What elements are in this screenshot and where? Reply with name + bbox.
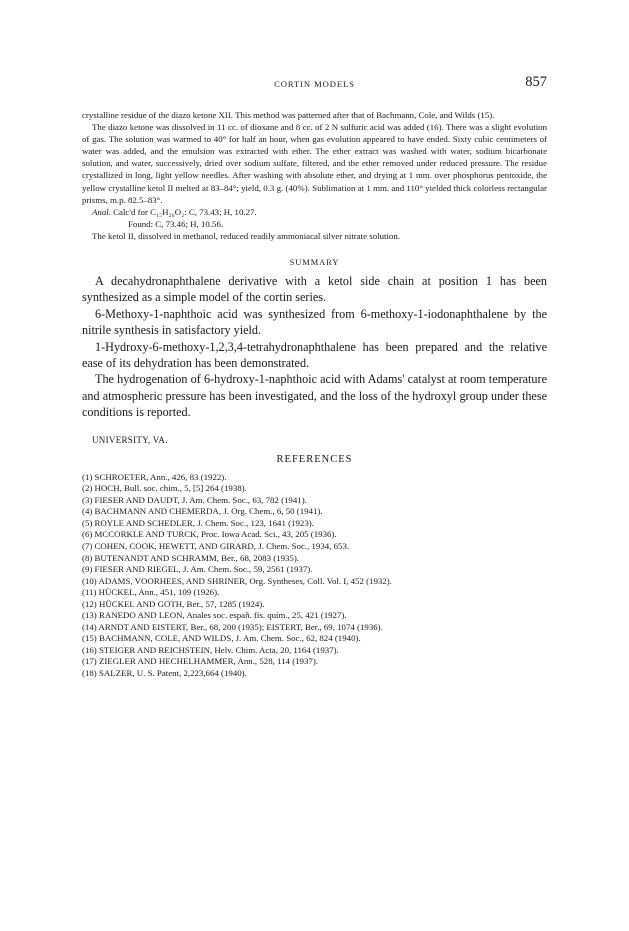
summary-item: The hydrogenation of 6-hydroxy-1-naphthoic acid with Adams' catalyst at room temperature and atmospheric pressure has been investigated, and the loss of the hydroxyl group under these conditions is reported. [82, 372, 547, 420]
references-heading: REFERENCES [276, 453, 353, 465]
reference-item: (9) FIESER AND RIEGEL, J. Am. Chem. Soc., 59, 2561 (1937). [82, 564, 313, 575]
reference-item: (7) COHEN, COOK, HEWETT, AND GIRARD, J. Chem. Soc., 1934, 653. [82, 540, 350, 551]
running-title: CORTIN MODELS [274, 79, 355, 89]
reference-item: (15) BACHMANN, COLE, AND WILDS, J. Am. Chem. Soc., 62, 824 (1940). [82, 633, 361, 644]
reference-item: (12) HÜCKEL AND GOTH, Ber., 57, 1285 (1924). [82, 598, 265, 609]
reference-item: (17) ZIEGLER AND HECHELHAMMER, Ann., 528, 114 (1937). [82, 656, 318, 667]
reference-item: (3) FIESER AND DAUDT, J. Am. Chem. Soc., 63, 782 (1941). [82, 494, 307, 505]
analysis-found: Found: C, 73.46; H, 10.56. [128, 218, 224, 229]
references-list [82, 472, 547, 680]
paragraph: The ketol II, dissolved in methanol, reduced readily ammoniacal silver nitrate solution. [92, 230, 400, 241]
experimental-text [82, 109, 547, 242]
reference-item: (14) ARNDT AND EISTERT, Ber., 68, 200 (1935); EISTERT, Ber., 69, 1074 (1936). [82, 621, 383, 632]
summary-item: 6-Methoxy-1-naphthoic acid was synthesized from 6-methoxy-1-iodonaphthalene by the nitrile synthesis in satisfactory yield. [82, 306, 547, 338]
summary-item: 1-Hydroxy-6-methoxy-1,2,3,4-tetrahydronaphthalene has been prepared and the relative ease of its dehydration has been demonstrated. [82, 339, 547, 371]
reference-item: (6) MCCORKLE AND TURCK, Proc. Iowa Acad. Sci., 43, 205 (1936). [82, 529, 337, 540]
paragraph: The diazo ketone was dissolved in 11 cc. of dioxane and 8 cc. of 2 N sulfuric acid was added (16). There was a slight evolution of gas. The solution was warmed to 40° for half an hour, when gas evolution appeared to have ended. Sixty cubic centimeters of water was added, and the emulsion was extracted with ether. The ether extract was washed with water, sodium bicarbonate solution, and water, successively, dried over sodium sulfate, filtered, and the ether removed under reduced pressure. The residue crystallized in long, light yellow needles. After washing with absolute ether, and drying at 1 mm. over phosphorus pentoxide, the yellow crystalline ketol II melted at 83–84°; yield, 0.3 g. (40%). Sublimation at 1 mm. and 110° yielded thick colorless rectangular prisms, m.p. 82.5–83°. [82, 122, 547, 205]
reference-item: (10) ADAMS, VOORHEES, AND SHRINER, Org. Syntheses, Coll. Vol. I, 452 (1932). [82, 575, 392, 586]
reference-item: (13) RANEDO AND LEON, Anales soc. españ. fís. quím., 25, 421 (1927). [82, 610, 347, 621]
journal-page [82, 74, 547, 680]
affiliation: UNIVERSITY, VA. [92, 434, 168, 445]
reference-item: (11) HÜCKEL, Ann., 451, 109 (1926). [82, 587, 220, 598]
paragraph: crystalline residue of the diazo ketone XII. This method was patterned after that of Bachmann, Cole, and Wilds (15). [82, 110, 495, 120]
reference-item: (18) SALZER, U. S. Patent, 2,223,664 (1940). [82, 667, 247, 678]
page-header [82, 74, 547, 92]
reference-item: (5) ROYLE AND SCHEDLER, J. Chem. Soc., 123, 1641 (1923). [82, 517, 314, 528]
reference-item: (8) BUTENANDT AND SCHRAMM, Ber., 68, 2083 (1935). [82, 552, 299, 563]
summary-text [82, 273, 547, 421]
analysis-line [82, 206, 547, 218]
summary-heading: SUMMARY [289, 258, 340, 268]
reference-item: (2) HOCH, Bull. soc. chim., 5, [5] 264 (1938). [82, 483, 247, 494]
page-number: 857 [525, 74, 547, 90]
summary-item: A decahydronaphthalene derivative with a ketol side chain at position 1 has been synthesized as a simple model of the cortin series. [82, 274, 547, 305]
analysis-label: Anal. [92, 206, 111, 217]
analysis-calculated: Calc'd for C₁₅H₂₆O₂: C, 73.43; H, 10.27. [113, 206, 257, 217]
reference-item: (4) BACHMANN AND CHEMERDA, J. Org. Chem., 6, 50 (1941). [82, 506, 323, 517]
reference-item: (1) SCHROETER, Ann., 426, 83 (1922). [82, 471, 227, 482]
reference-item: (16) STEIGER AND REICHSTEIN, Helv. Chim. Acta, 20, 1164 (1937). [82, 644, 339, 655]
